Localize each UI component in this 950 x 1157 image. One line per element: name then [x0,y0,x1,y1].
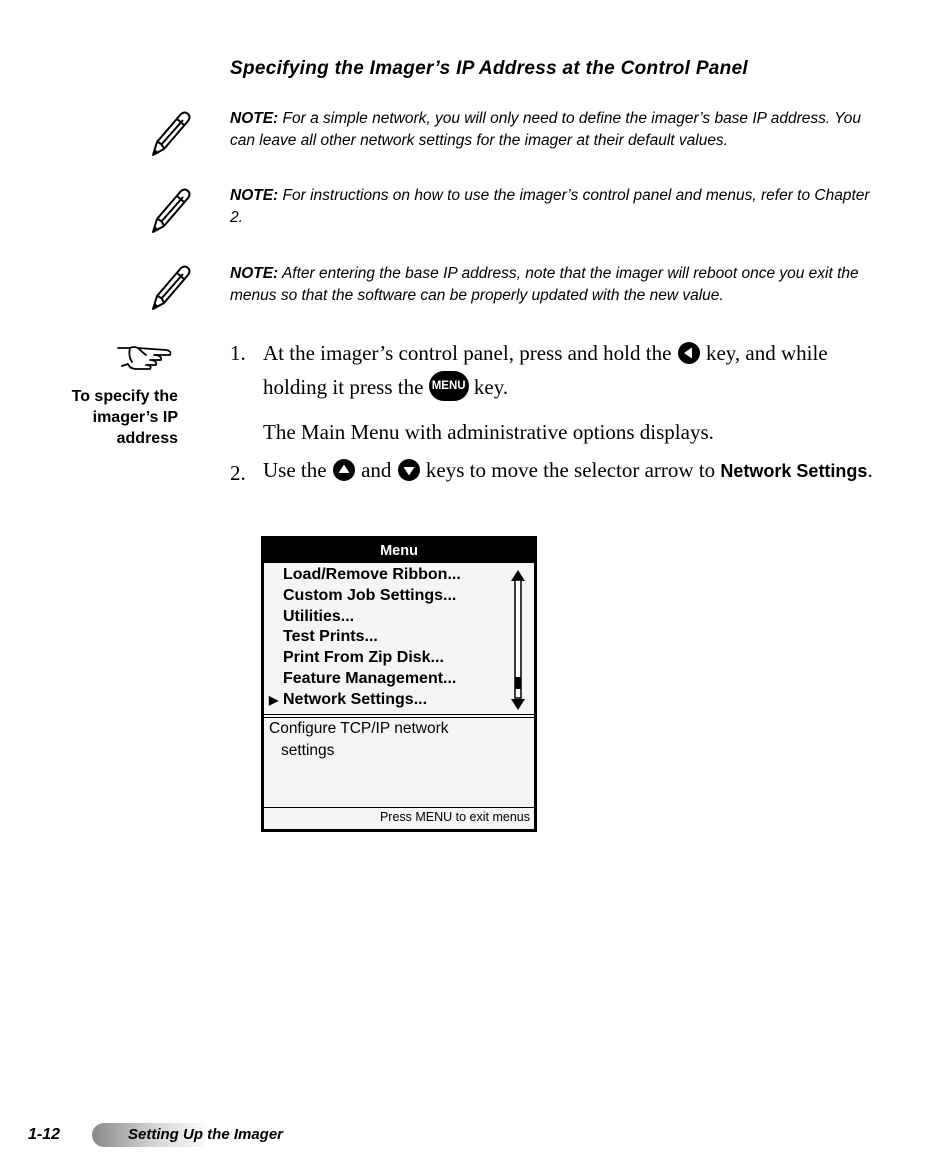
menu-item-label: Network Settings... [283,690,428,708]
menu-list [269,565,461,711]
up-arrow-key-icon [332,458,356,482]
step-target: Network Settings [720,461,868,481]
menu-item-selected[interactable] [269,690,461,711]
menu-item-label: Test Prints... [283,628,378,646]
selector-arrow-icon: ▶ [269,692,279,707]
step-number: 2. [230,461,246,485]
note-1 [230,108,880,152]
page-number: 1-12 [28,1126,61,1143]
pointing-hand-icon [116,342,178,372]
menu-item[interactable] [269,607,461,628]
pencil-icon [150,187,192,235]
note-text: For instructions on how to use the imager’s control panel and menus, refer to Chapter 2. [230,187,870,226]
note-label: NOTE: [230,265,279,282]
left-arrow-key-icon [677,341,701,365]
step-2-text [263,456,873,485]
menu-item-label: Print From Zip Disk... [283,649,444,667]
note-text: After entering the base IP address, note that the imager will reboot once you exit the menus so that the software can be properly updated with the new value. [230,265,859,304]
divider [264,714,534,715]
step-text-part: keys to move the selector arrow to [420,458,721,482]
note-text: For a simple network, you will only need to define the imager’s base IP address. You can leave all other network settings for the imager at their default values. [230,110,861,149]
note-2 [230,185,880,229]
description-line: settings [281,742,335,759]
step-text-part: At the imager’s control panel, press and hold the [263,341,677,365]
step-text-part: Use the [263,458,332,482]
menu-item-label: Custom Job Settings... [283,586,457,604]
step-text-part: key, and while holding it press the [263,341,828,399]
chapter-title: Setting Up the Imager [128,1126,284,1143]
menu-item[interactable] [269,648,461,669]
menu-item[interactable] [269,669,461,690]
step-1-text [263,336,873,404]
panel-footer-text: Press MENU to exit menus [379,810,530,824]
menu-item-label: Feature Management... [283,669,457,687]
note-label: NOTE: [230,110,279,127]
menu-description [269,718,448,762]
note-label: NOTE: [230,187,279,204]
pencil-icon [150,264,192,312]
note-3 [230,263,880,307]
down-arrow-key-icon [397,458,421,482]
menu-item[interactable] [269,586,461,607]
panel-title: Menu [264,539,534,563]
step-text-part: key. [468,375,509,399]
menu-item-label: Load/Remove Ribbon... [283,566,461,583]
section-heading: Specifying the Imager’s IP Address at the Control Panel [230,58,749,79]
menu-item[interactable] [269,565,461,586]
divider [264,807,534,808]
scroll-arrows-icon [508,569,528,711]
step-text-part: and [355,458,397,482]
step-number: 1. [230,341,246,365]
procedure-label: To specify the imager’s IP address [71,388,178,447]
step-1-result: The Main Menu with administrative options displays. [263,420,714,444]
description-line: Configure TCP/IP network [269,720,449,737]
control-panel-display [261,536,537,832]
menu-item[interactable] [269,627,461,648]
step-text-part: . [867,458,873,482]
menu-item-label: Utilities... [283,607,355,625]
pencil-icon [150,110,192,158]
menu-key-icon: MENU [429,371,469,401]
